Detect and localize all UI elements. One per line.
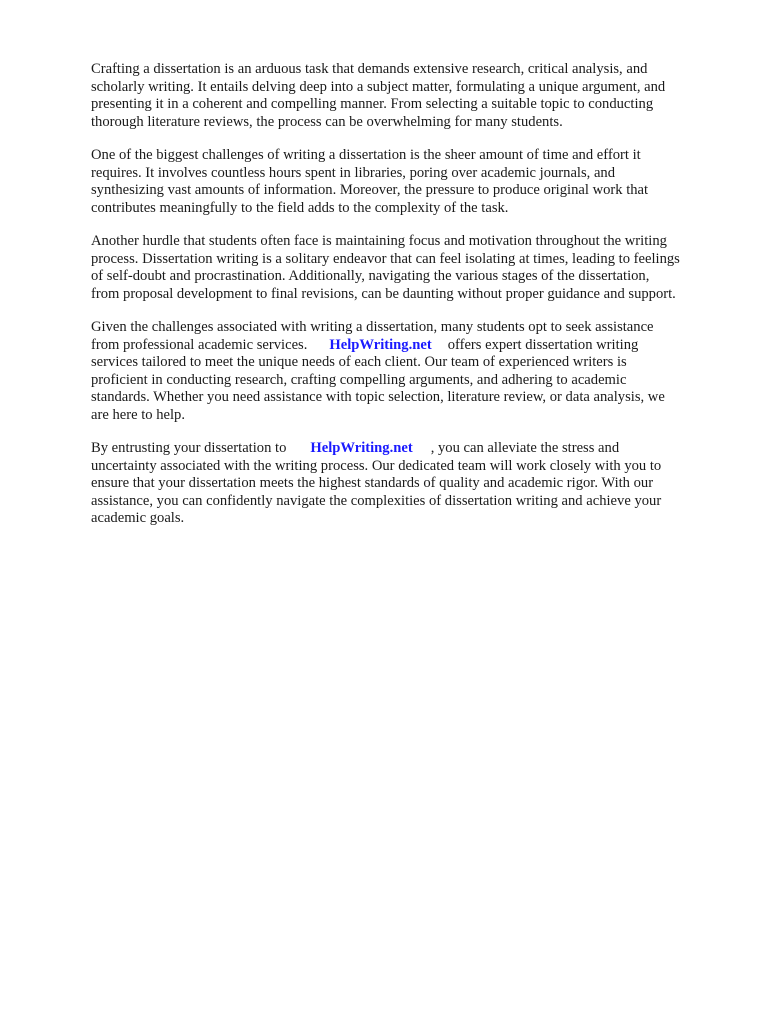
paragraph-1: Crafting a dissertation is an arduous task that demands extensive research, critical analysis, and scholarly writing. It entails delving deep into a subject matter, formulating a unique argument, and presenting it in a coherent and compelling manner. From selecting a suitable topic to conducting thorough literature reviews, the process can be overwhelming for many students.: [91, 61, 666, 130]
paragraph-4-text-after: offers expert dissertation writing services tailored to meet the unique needs of each client. Our team of experienced writers is proficient in conducting research, crafting compelling arguments, and adhering to academic standards. Whether you need assistance with topic selection, literature review, or data analysis, we are here to help.: [91, 336, 665, 423]
paragraph-5-text-before: By entrusting your dissertation to: [91, 440, 287, 456]
helpwriting-link[interactable]: HelpWriting.net: [310, 440, 413, 456]
paragraph-5: [91, 440, 721, 528]
helpwriting-link[interactable]: HelpWriting.net: [329, 336, 432, 353]
paragraph-3: Another hurdle that students often face is maintaining focus and motivation throughout the writing process. Dissertation writing is a solitary endeavor that can feel isolating at times, leading to feelings of self-doubt and procrastination. Additionally, navigating the various stages of the dissertation, from proposal development to final revisions, can be daunting without proper guidance and support.: [91, 233, 680, 302]
document-body: [91, 61, 721, 544]
paragraph-4: [91, 319, 721, 424]
paragraph-4-text-before: Given the challenges associated with writing a dissertation, many students opt to seek assistance from professional academic services.: [91, 319, 654, 353]
paragraph-2: One of the biggest challenges of writing a dissertation is the sheer amount of time and effort it requires. It involves countless hours spent in libraries, poring over academic journals, and synthesizing vast amounts of information. Moreover, the pressure to produce original work that contributes meaningfully to the field adds to the complexity of the task.: [91, 147, 649, 216]
paragraph-5-text-after: , you can alleviate the stress and uncertainty associated with the writing process. Our dedicated team will work closely with you to ensure that your dissertation meets the highest standards of quality and academic rigor. With our assistance, you can confidently navigate the complexities of dissertation writing and achieve your academic goals.: [91, 440, 662, 526]
